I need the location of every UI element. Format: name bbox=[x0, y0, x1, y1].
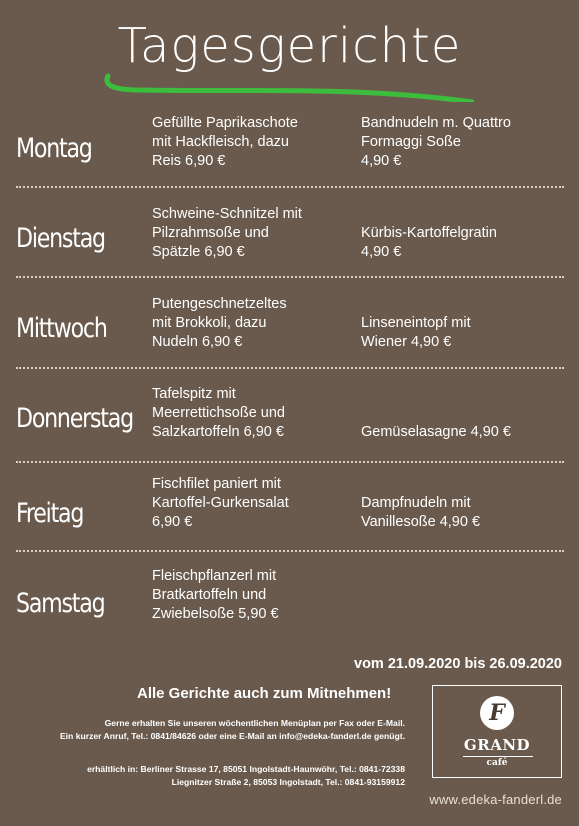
address-line: Liegnitzer Straße 2, 85053 Ingolstadt, Tel.: 0841-93159912 bbox=[171, 777, 405, 787]
divider bbox=[16, 367, 564, 369]
dish-main-saturday: Fleischpflanzerl mit Bratkartoffeln und Zwiebelsoße 5,90 € bbox=[152, 568, 279, 622]
takeaway-note: Alle Gerichte auch zum Mitnehmen! bbox=[137, 685, 392, 702]
divider bbox=[16, 550, 564, 552]
dish-main-monday: Gefüllte Paprikaschote mit Hackfleisch, dazu Reis 6,90 € bbox=[152, 115, 298, 169]
logo-name: GRAND bbox=[463, 736, 531, 754]
day-label-friday: Freitag bbox=[16, 498, 84, 529]
day-label-wednesday: Mittwoch bbox=[16, 313, 107, 344]
divider bbox=[16, 461, 564, 463]
dish-alt-wednesday: Linseneintopf mit Wiener 4,90 € bbox=[361, 315, 471, 350]
title-underline-swoosh bbox=[100, 62, 480, 102]
dish-main-tuesday: Schweine-Schnitzel mit Pilzrahmsoße und Spätzle 6,90 € bbox=[152, 206, 302, 260]
logo-subtitle: café bbox=[486, 758, 508, 768]
divider bbox=[16, 276, 564, 278]
day-label-saturday: Samstag bbox=[16, 588, 105, 619]
day-label-thursday: Donnerstag bbox=[16, 403, 133, 434]
logo-emblem: F bbox=[480, 696, 514, 730]
day-label-monday: Montag bbox=[16, 133, 92, 164]
page-title: Tagesgerichte bbox=[117, 18, 462, 74]
dish-alt-tuesday: Kürbis-Kartoffelgratin 4,90 € bbox=[361, 225, 497, 260]
dish-main-thursday: Tafelspitz mit Meerrettichsoße und Salzkartoffeln 6,90 € bbox=[152, 386, 285, 440]
dish-main-wednesday: Putengeschnetzeltes mit Brokkoli, dazu Nudeln 6,90 € bbox=[152, 296, 287, 350]
website-link[interactable]: www.edeka-fanderl.de bbox=[429, 792, 562, 807]
dish-main-friday: Fischfilet paniert mit Kartoffel-Gurkensalat 6,90 € bbox=[152, 476, 289, 530]
info-text-line: Gerne erhalten Sie unseren wöchentlichen Menüplan per Fax oder E-Mail. bbox=[104, 718, 405, 728]
address-line: erhältlich in: Berliner Strasse 17, 85051 Ingolstadt-Haunwöhr, Tel.: 0841-72338 bbox=[87, 764, 405, 774]
dish-alt-thursday: Gemüselasagne 4,90 € bbox=[361, 424, 511, 440]
logo-rule bbox=[463, 756, 533, 757]
divider bbox=[16, 186, 564, 188]
grand-cafe-logo bbox=[432, 685, 562, 778]
day-label-tuesday: Dienstag bbox=[16, 223, 105, 254]
info-text-line: Ein kurzer Anruf, Tel.: 0841/84626 oder eine E-Mail an info@edeka-fanderl.de genügt. bbox=[59, 731, 405, 741]
dish-alt-friday: Dampfnudeln mit Vanillesoße 4,90 € bbox=[361, 495, 481, 530]
dish-alt-monday: Bandnudeln m. Quattro Formaggi Soße 4,90 € bbox=[361, 115, 511, 169]
date-range: vom 21.09.2020 bis 26.09.2020 bbox=[354, 656, 562, 672]
